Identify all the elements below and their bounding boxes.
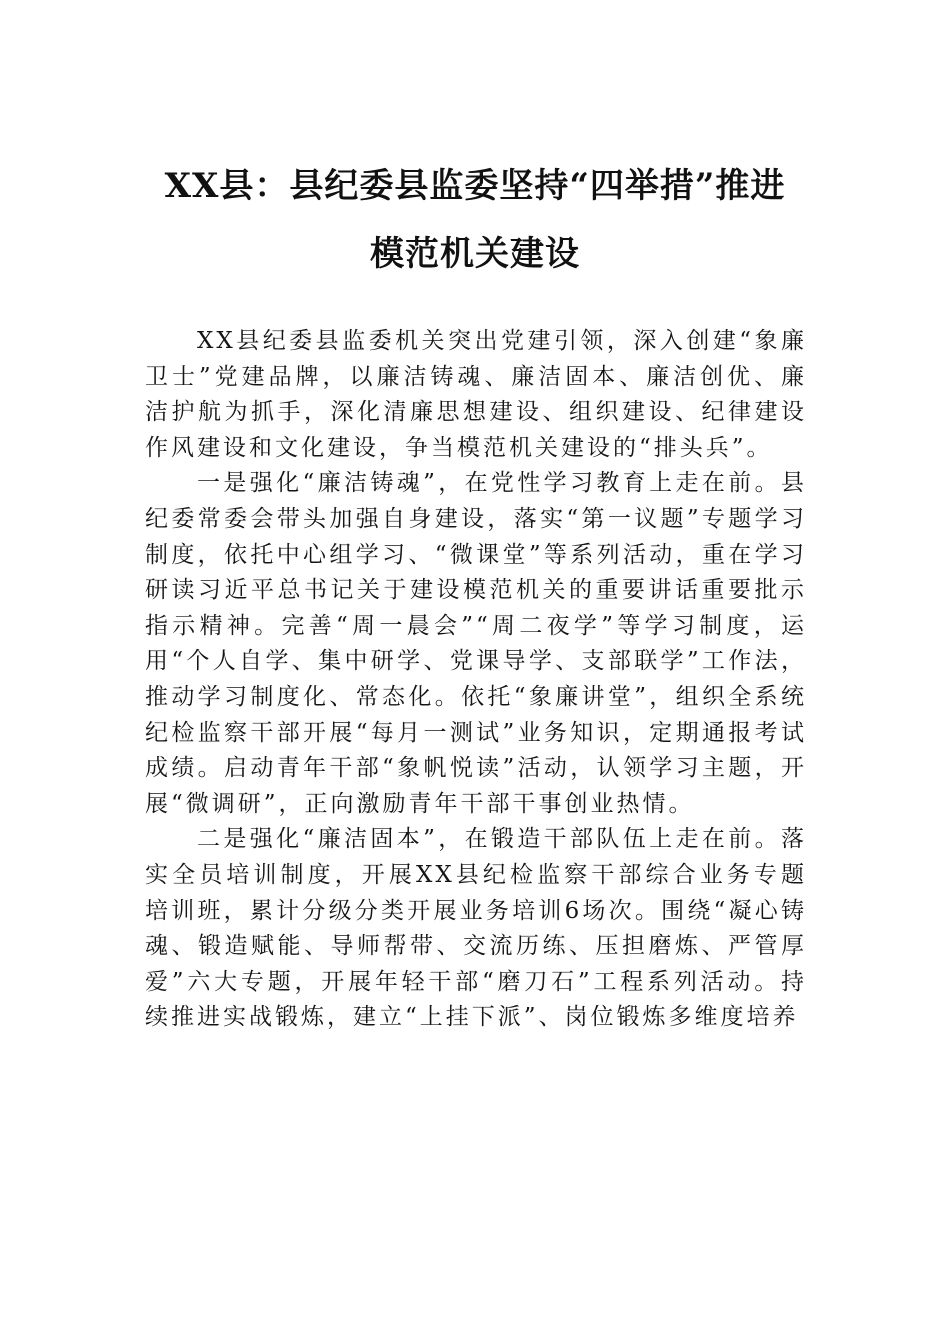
paragraph-intro: XX县纪委县监委机关突出党建引领，深入创建“象廉卫士”党建品牌，以廉洁铸魂、廉洁固本、廉洁创优、廉洁护航为抓手，深化清廉思想建设、组织建设、纪律建设作风建设和文化建设，争当模范机关建设的“排头兵”。 bbox=[145, 328, 807, 461]
document-title bbox=[120, 152, 830, 288]
document-body bbox=[145, 324, 807, 1036]
paragraph-measure-two: 二是强化“廉洁固本”，在锻造干部队伍上走在前。落实全员培训制度，开展XX县纪检监察干部综合业务专题培训班，累计分级分类开展业务培训6场次。围绕“凝心铸魂、锻造赋能、导师帮带、交流历练、压担磨炼、严管厚爱”六大专题，开展年轻干部“磨刀石”工程系列活动。持续推进实战锻炼，建立“上挂下派”、岗位锻炼多维度培养 bbox=[145, 826, 807, 1031]
title-line-1: XX县：县纪委县监委坚持“四举措”推进 bbox=[164, 166, 786, 206]
paragraph-measure-one: 一是强化“廉洁铸魂”，在党性学习教育上走在前。县纪委常委会带头加强自身建设，落实“第一议题”专题学习制度，依托中心组学习、“微课堂”等系列活动，重在学习研读习近平总书记关于建设模范机关的重要讲话重要批示指示精神。完善“周一晨会”“周二夜学”等学习制度，运用“个人自学、集中研学、党课导学、支部联学”工作法，推动学习制度化、常态化。依托“象廉讲堂”，组织全系统纪检监察干部开展“每月一测试”业务知识，定期通报考试成绩。启动青年干部“象帆悦读”活动，认领学习主题，开展“微调研”，正向激励青年干部干事创业热情。 bbox=[145, 470, 807, 817]
title-line-2: 模范机关建设 bbox=[370, 234, 580, 274]
